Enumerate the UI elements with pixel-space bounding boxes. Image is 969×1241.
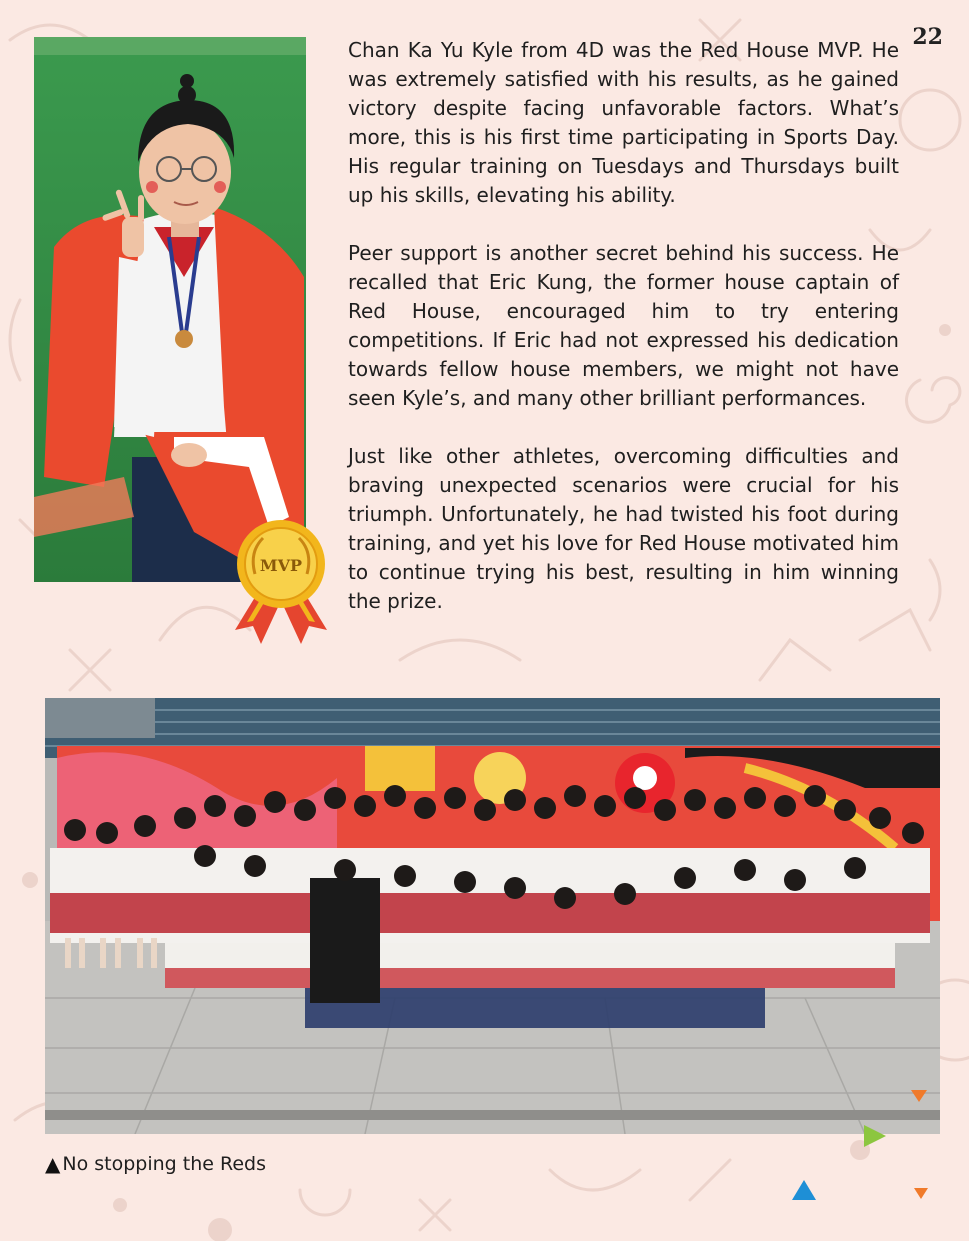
green-triangle-icon [864, 1125, 886, 1147]
small-orange-triangle-icon [914, 1188, 928, 1199]
blue-triangle-icon [792, 1180, 816, 1200]
orange-triangle-icon [911, 1090, 927, 1102]
mvp-medal-icon [233, 514, 329, 652]
caption-text: No stopping the Reds [62, 1153, 267, 1175]
article-body [348, 36, 899, 645]
photo-caption [45, 1152, 266, 1176]
triangle-up-icon: ▲ [45, 1152, 61, 1176]
article-paragraph: Chan Ka Yu Kyle from 4D was the Red House MVP. He was extremely satisfied with his results, as he gained victory despite facing unfavorable factors. What’s more, this is his first time participating in Sports Day. His regular training on Tuesdays and Thursdays built up his skills, elevating his ability. [348, 38, 899, 207]
article-paragraph: Peer support is another secret behind his success. He recalled that Eric Kung, the former house captain of Red House, encouraged him to try entering competitions. If Eric had not expressed his dedication towards fellow house members, we might not have seen Kyle’s, and many other brilliant performances. [348, 241, 899, 410]
medal-label: MVP [259, 556, 303, 575]
article-paragraph: Just like other athletes, overcoming difficulties and braving unexpected scenarios were crucial for his triumph. Unfortunately, he had twisted his foot during training, and yet his love for Red House motivated him to continue trying his best, resulting in him winning the prize. [348, 444, 899, 613]
page-number: 22 [912, 24, 943, 50]
mvp-portrait-photo [34, 37, 306, 582]
group-photo [45, 698, 940, 1134]
